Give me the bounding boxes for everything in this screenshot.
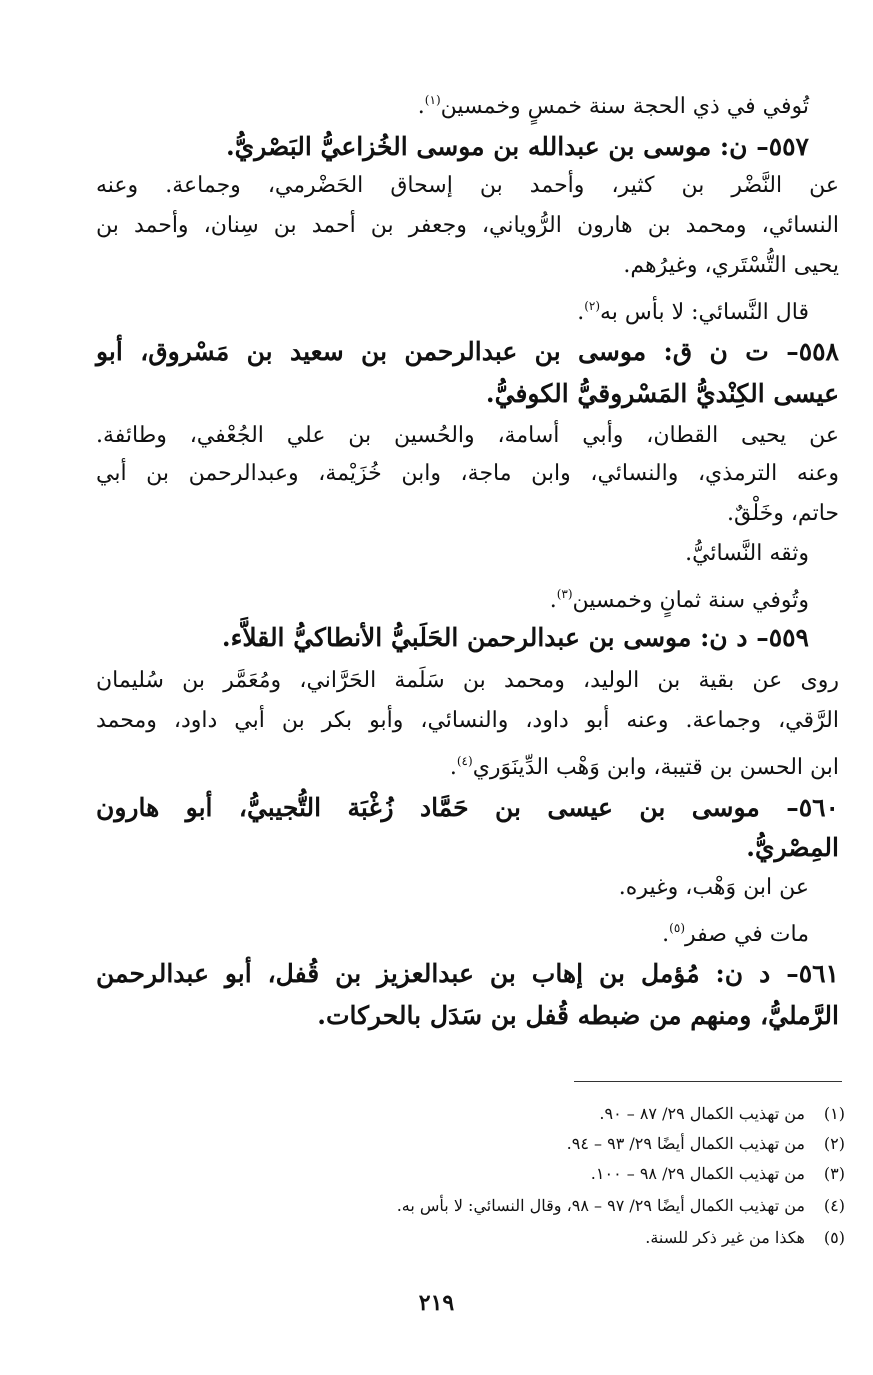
line-text: وتُوفي سنة ثمانٍ وخمسين xyxy=(572,588,809,613)
text-line xyxy=(96,420,839,452)
text-line xyxy=(96,998,839,1034)
footnote-number: (٢) xyxy=(823,1134,845,1153)
footnote-number: (٤) xyxy=(823,1196,845,1215)
footnote-marker: (٥) xyxy=(669,921,685,935)
text-line xyxy=(96,705,839,737)
text-line xyxy=(96,912,809,951)
text-line xyxy=(96,376,839,412)
text-line xyxy=(96,578,809,617)
text-line xyxy=(96,665,839,697)
line-end-punct: . xyxy=(662,922,670,947)
footnote xyxy=(599,1103,845,1125)
line-text: ٥٦٠– موسى بن عيسى بن حَمَّاد زُغْبَة التُّجيبيُّ، أبو هارون xyxy=(96,793,839,822)
text-line xyxy=(96,956,839,992)
footnote-text: من تهذيب الكمال أيضًا ٢٩/ ٩٣ – ٩٤. xyxy=(566,1134,805,1153)
footnote xyxy=(397,1195,845,1217)
line-text: ٥٥٧– ن: موسى بن عبدالله بن موسى الخُزاعيُّ البَصْريُّ. xyxy=(225,132,809,161)
text-line xyxy=(96,250,839,282)
footnote-number: (٥) xyxy=(823,1228,845,1247)
line-text: ابن الحسن بن قتيبة، وابن وَهْب الدِّينَوَري xyxy=(472,755,839,780)
footnote-marker: (١) xyxy=(424,93,441,107)
line-end-punct: . xyxy=(549,588,557,613)
text-line xyxy=(96,790,839,826)
footnote-text: من تهذيب الكمال ٢٩/ ٩٨ – ١٠٠. xyxy=(590,1164,805,1183)
line-text: عن يحيى القطان، وأبي أسامة، والحُسين بن علي الجُعْفي، وطائفة. xyxy=(96,423,839,448)
line-text: مات في صفر xyxy=(685,922,809,947)
footnote-marker: (٤) xyxy=(456,754,473,768)
footnote-text: من تهذيب الكمال ٢٩/ ٨٧ – ٩٠. xyxy=(599,1104,805,1123)
line-text: عيسى الكِنْديُّ المَسْروقيُّ الكوفيُّ. xyxy=(485,379,839,408)
line-text: النسائي، ومحمد بن هارون الرُّوياني، وجعفر بن أحمد بن سِنان، وأحمد بن xyxy=(96,213,839,238)
line-text: يحيى التُّسْتَري، وغيرُهم. xyxy=(623,253,839,278)
line-text: عن ابن وَهْب، وغيره. xyxy=(618,875,809,900)
text-line xyxy=(96,84,809,123)
line-text: وعنه الترمذي، والنسائي، وابن ماجة، وابن خُزَيْمة، وعبدالرحمن بن أبي xyxy=(96,461,839,486)
text-line xyxy=(96,830,839,866)
footnote-number: (١) xyxy=(823,1104,845,1123)
text-line xyxy=(96,129,809,165)
footnote-text: هكذا من غير ذكر للسنة. xyxy=(645,1228,805,1247)
footnote xyxy=(645,1227,845,1249)
line-text: ٥٥٨– ت ن ق: موسى بن عبدالرحمن بن سعيد بن مَسْروق، أبو xyxy=(96,337,839,366)
line-text: المِصْريُّ. xyxy=(746,833,839,862)
line-text: وثقه النَّسائيُّ. xyxy=(685,541,809,566)
line-text: ٥٥٩– د ن: موسى بن عبدالرحمن الحَلَبيُّ الأنطاكيُّ القلاَّء. xyxy=(221,623,809,652)
text-line xyxy=(96,538,809,570)
line-text: حاتم، وخَلْقٌ. xyxy=(726,501,839,526)
page-number: ٢١٩ xyxy=(418,1290,455,1316)
text-line xyxy=(96,458,839,490)
line-end-punct: . xyxy=(449,755,457,780)
footnote-text: من تهذيب الكمال أيضًا ٢٩/ ٩٧ – ٩٨، وقال النسائي: لا بأس به. xyxy=(396,1196,805,1215)
footnote-marker: (٢) xyxy=(584,299,601,313)
line-text: ٥٦١– د ن: مُؤمل بن إهاب بن عبدالعزيز بن قُفل، أبو عبدالرحمن xyxy=(96,959,839,988)
line-text: قال النَّسائي: لا بأس به xyxy=(600,300,809,325)
text-line xyxy=(96,210,839,242)
text-line xyxy=(96,745,839,784)
footnote-separator xyxy=(574,1081,842,1082)
text-line xyxy=(96,170,839,202)
line-end-punct: . xyxy=(417,94,425,119)
footnote-number: (٣) xyxy=(823,1164,845,1183)
line-text: عن النَّضْر بن كثير، وأحمد بن إسحاق الحَضْرمي، وجماعة. وعنه xyxy=(96,173,839,198)
line-text: الرَّمليُّ، ومنهم من ضبطه قُفل بن سَدَل بالحركات. xyxy=(317,1001,839,1030)
line-text: روى عن بقية بن الوليد، ومحمد بن سَلَمة الحَرَّاني، ومُعَمَّر بن سُليمان xyxy=(96,668,839,693)
line-end-punct: . xyxy=(577,300,585,325)
line-text: الرَّقي، وجماعة. وعنه أبو داود، والنسائي، وأبو بكر بن أبي داود، ومحمد xyxy=(96,708,839,733)
footnote xyxy=(591,1163,845,1185)
text-line xyxy=(96,872,809,904)
text-line xyxy=(96,334,839,370)
line-text: تُوفي في ذي الحجة سنة خمسٍ وخمسين xyxy=(440,94,809,119)
text-line xyxy=(96,620,809,656)
text-line xyxy=(96,290,809,329)
footnote xyxy=(567,1133,845,1155)
text-line xyxy=(96,498,839,530)
footnote-marker: (٣) xyxy=(556,587,573,601)
